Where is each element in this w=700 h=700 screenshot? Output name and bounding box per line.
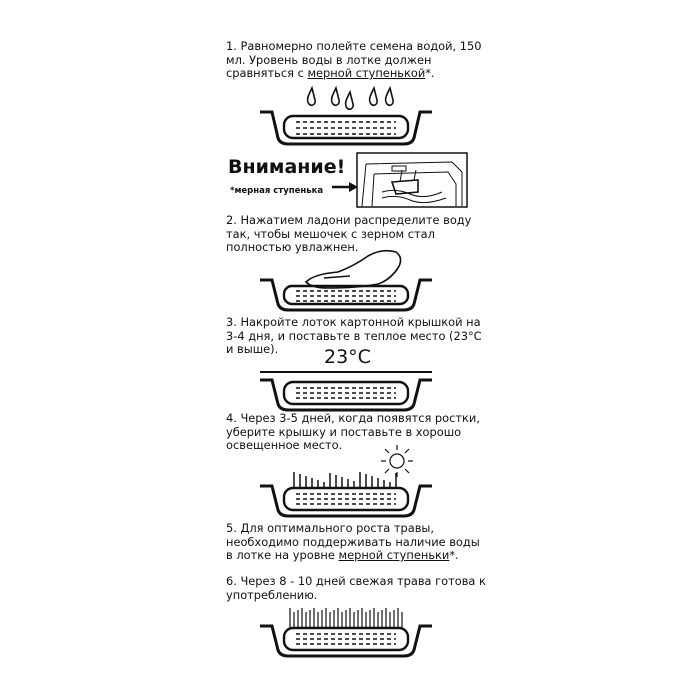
tray-with-hand-illustration: [258, 246, 434, 314]
warning-title: Внимание!: [228, 156, 346, 178]
temperature-label: 23°C: [324, 346, 371, 368]
step-1-text: 1. Равномерно полейте семена водой, 150 мл. Уровень воды в лотке должен сравняться с мерной ступенькой*.: [226, 39, 482, 81]
step-6-text: 6. Через 8 - 10 дней свежая трава готова к употреблению.: [226, 574, 486, 602]
grass-tray-illustration: [258, 604, 434, 660]
sprouts-icon: [294, 472, 396, 488]
tray-icon: [260, 380, 432, 410]
measuring-step-link-2: мерной ступеньки: [338, 548, 450, 563]
sprouting-tray-illustration: [258, 460, 434, 520]
tray-icon: [260, 486, 432, 516]
step-5-text: 5. Для оптимального роста травы, необходимо поддерживать наличие воды в лотке на уровне мерной ступеньки*.: [226, 521, 480, 563]
tray-icon: [260, 626, 432, 656]
hand-icon: [306, 251, 401, 288]
grass-icon: [290, 608, 402, 630]
tray-with-drops-illustration: [258, 84, 434, 152]
water-drops-icon: [308, 88, 394, 109]
covered-tray-illustration: [258, 368, 434, 414]
measuring-step-link-1: мерной ступенькой: [307, 66, 426, 81]
warning-label: *мерная ступенька: [230, 186, 324, 196]
tray-icon: [260, 112, 432, 144]
measuring-step-diagram: [356, 152, 468, 208]
step-3-text: 3. Накройте лоток картонной крышкой на 3-4 дня, и поставьте в теплое место (23°С и выше).: [226, 315, 482, 357]
step-4-text: 4. Через 3-5 дней, когда появятся ростки, уберите крышку и поставьте в хорошо освещенное место.: [226, 411, 480, 453]
step-2-text: 2. Нажатием ладони распределите воду так, чтобы мешочек с зерном стал полностью увлажнен.: [226, 213, 472, 255]
